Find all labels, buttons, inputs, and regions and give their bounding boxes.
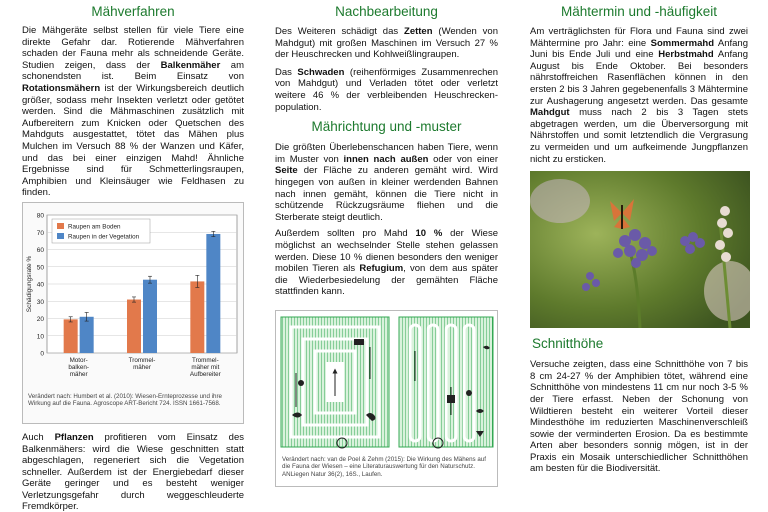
bold-term: Balkenmäher <box>160 59 221 71</box>
legend-label: Raupen am Boden <box>68 223 121 231</box>
text-run: Die Mähgeräte selbst stellen für viele Tiere eine direkte Gefahr dar. Rotierende Mähverfahren schaden der Fauna mehr als schneidende Geräte. Studien zeigen, dass der <box>22 25 244 71</box>
figure-caption-humbert: Verändert nach: Humbert et al. (2010): Wiesen-Ernteprozesse und ihre Wirkung auf die Fauna. Agroscope ART-Bericht 724. ISSN 1661-7568. <box>28 392 222 408</box>
text-run: , von dem aus später die Wiederbesiedelung der gemähten Fläche stattfinden kann. <box>275 263 499 298</box>
y-tick-label: 40 <box>36 281 44 289</box>
x-tick-label: Motor- <box>69 356 88 364</box>
bar <box>143 280 157 353</box>
text-run: Versuche zeigten, dass eine Schnitthöhe von 7 bis 8 cm 24-27 % der Amphibien tötet, während eine Schnitthöhe von mindestens 11 cm nur noch 3-5 % der Tiere erfasst. Neben der Schonung von Wildtieren besteht ein weiterer Vorteil dieser Mindesthöhe im reduzierten Maschinenverschleiß sowie der verminderten Erosion. Da es bestimmte Arten aber besonders sonnig mögen, ist in der Praxis ein Mosaik unterschiedlicher Schnitthöhen am besten für die Biodiversität. <box>530 359 748 475</box>
x-tick-label: mäher <box>69 370 88 378</box>
bold-term: Rotationsmähern <box>22 82 101 94</box>
text-run: Anfang Juni bis Ende Juli und eine <box>530 37 748 61</box>
bold-term: Mahdgut <box>530 107 570 119</box>
text-run: ist der Wirkungsbereich deutlich größer, sodass mehr Insekten verletzt oder getötet werden. Sind die Mähmaschinen zusätzlich mit Aufbereitern zum Knicken oder Quetschen des Mahdguts ausgestattet, tötet das Mähen plus Mulchen im Versuch 88 % der Wanzen und Käfer, und das bei einer einzigen Mahd! Ähnliche Ergebnisse sind für Schmetterlingsraupen, Amphibien und Kleinsäuger wie Feldhasen zu finden. <box>22 82 244 199</box>
paragraph-zetten <box>275 26 498 61</box>
text-run: profitieren vom Einsatz des Balkenmähers: wird die Wiese geschnitten statt abgeschlagen, regeneriert sich die Vegetation schneller. Außerdem ist der Energiebedarf dieser Geräte geringer und es besteht weniger Verletzungsgefahr durch weggeschleuderte Fremdkörper. <box>22 431 244 512</box>
text-run: Außerdem sollten pro Mahd <box>275 228 416 240</box>
bold-term: Seite <box>275 165 298 177</box>
column-post-processing <box>275 0 498 487</box>
y-tick-label: 0 <box>40 350 44 358</box>
bold-term: Pflanzen <box>54 431 94 443</box>
legend-swatch <box>57 233 64 239</box>
column-mowing-method <box>22 0 244 512</box>
text-run: Auch <box>22 431 55 443</box>
column-mowing-dates <box>530 0 748 475</box>
text-run: (reihenförmiges Zusammenrechen von Mahdgut) und Verladen tötet oder verletzt weitere 46 % der verbleibenden Heuschrecken-population. <box>275 66 498 113</box>
paragraph-refugium <box>275 228 498 298</box>
text-run: Das <box>275 66 298 78</box>
legend-swatch <box>57 223 64 229</box>
strip-field <box>399 317 493 447</box>
bold-term: Schwaden <box>297 66 345 78</box>
mowing-pattern-figure <box>275 310 498 487</box>
bold-term: Sommermahd <box>650 37 714 49</box>
heading-schnitthoehe: Schnitthöhe <box>532 336 604 352</box>
text-run: Am verträglichsten für Flora und Fauna sind zwei Mähtermine pro Jahr: eine <box>530 26 748 49</box>
text-run: (Wenden von Mahdgut) mit großen Maschinen im Versuch 27 % der Heuschrecken und Kohlweißlingraupen. <box>275 26 498 61</box>
heading-maehtermin: Mähtermin und -häufigkeit <box>560 4 718 19</box>
paragraph-mowing-dates <box>530 26 748 165</box>
mowing-pattern-diagram <box>276 311 497 449</box>
paragraph-pattern <box>275 142 498 223</box>
x-tick-label: mäher <box>133 363 151 371</box>
spiral-field <box>281 317 389 447</box>
text-run: Anfang August bis Ende Oktober. Bei besonders nährstoffreichen Rasenflächen können in den ersten 2 bis 3 Jahren gegebenenfalls 3 Mähtermine zur Aushagerung angesetzt werden. Das gesamte <box>530 49 748 107</box>
bar <box>206 234 220 353</box>
x-tick-label: Trommel- <box>128 356 156 364</box>
y-tick-label: 80 <box>36 212 44 220</box>
heading-maehrichtung: Mährichtung und -muster <box>311 119 462 135</box>
y-tick-label: 70 <box>36 229 44 237</box>
bold-term: Refugium <box>359 263 404 275</box>
paragraph-cutting-height <box>530 359 748 475</box>
bar <box>80 317 94 353</box>
bar <box>127 299 141 352</box>
text-run: Des Weiteren schädigt das <box>275 26 405 37</box>
bold-term: innen nach außen <box>343 153 429 165</box>
text-run: oder von einer <box>428 153 499 165</box>
bar <box>190 281 204 353</box>
text-run: der Wiese möglichst an wechselnder Stelle stehen gelassen werden. Diese 10 % dienen besonders den weniger mobilen Tieren als <box>275 228 499 275</box>
text-run: Die größten Überlebenschancen haben Tiere, wenn im Muster von <box>275 142 498 165</box>
paragraph-plants <box>22 432 244 512</box>
bold-term: Herbstmahd <box>658 49 714 61</box>
figure-caption-van-de-poel: Verändert nach: van de Poel & Zehm (2015): Die Wirkung des Mähens auf die Fauna der Wiesen – eine Literaturauswertung für den Naturschutz. ANLiegen Natur 36(2), 16S., Laufen. <box>282 455 486 478</box>
bold-term: Zetten <box>404 26 433 37</box>
text-run: muss nach 2 bis 3 Tagen stets abgetragen werden, um die Überversorgung mit Nährstoffen und somit letztendlich die Vergrasung zu vermeiden und um aufkeimende Jungpflanzen nicht zu ersticken. <box>530 107 748 165</box>
heading-maehverfahren: Mähverfahren <box>91 4 175 19</box>
butterfly-meadow-photo <box>530 171 750 328</box>
text-run: am schonendsten ist. Beim Einsatz von <box>22 59 244 83</box>
x-tick-label: mäher mit <box>191 363 220 371</box>
bar <box>64 319 78 353</box>
y-axis-label: Schädigungsrate % <box>26 255 33 313</box>
y-tick-label: 30 <box>36 298 44 306</box>
y-tick-label: 50 <box>36 264 44 272</box>
y-tick-label: 60 <box>36 246 44 254</box>
paragraph-schwaden <box>275 67 498 113</box>
damage-rate-chart <box>23 203 243 391</box>
paragraph-mowing-intro <box>22 25 244 199</box>
photo-illustration <box>530 171 750 328</box>
heading-nachbearbeitung: Nachbearbeitung <box>335 4 438 19</box>
x-tick-label: Trommel- <box>191 356 219 364</box>
damage-rate-figure <box>22 202 244 424</box>
text-run: der Fläche zu anderen gemäht wird. Wird hingegen von außen in kleiner werdenden Bahnen nach innen gemäht, können die Tiere nicht in schützende Rückzugsräume fliehen und die Sterberate steigt deutlich. <box>275 165 498 223</box>
x-tick-label: balken- <box>68 363 89 371</box>
bold-term: 10 % <box>415 228 443 240</box>
y-tick-label: 10 <box>36 333 44 341</box>
y-tick-label: 20 <box>36 315 44 323</box>
x-tick-label: Aufbereiter <box>189 370 221 378</box>
legend-label: Raupen in der Vegetation <box>68 233 140 241</box>
